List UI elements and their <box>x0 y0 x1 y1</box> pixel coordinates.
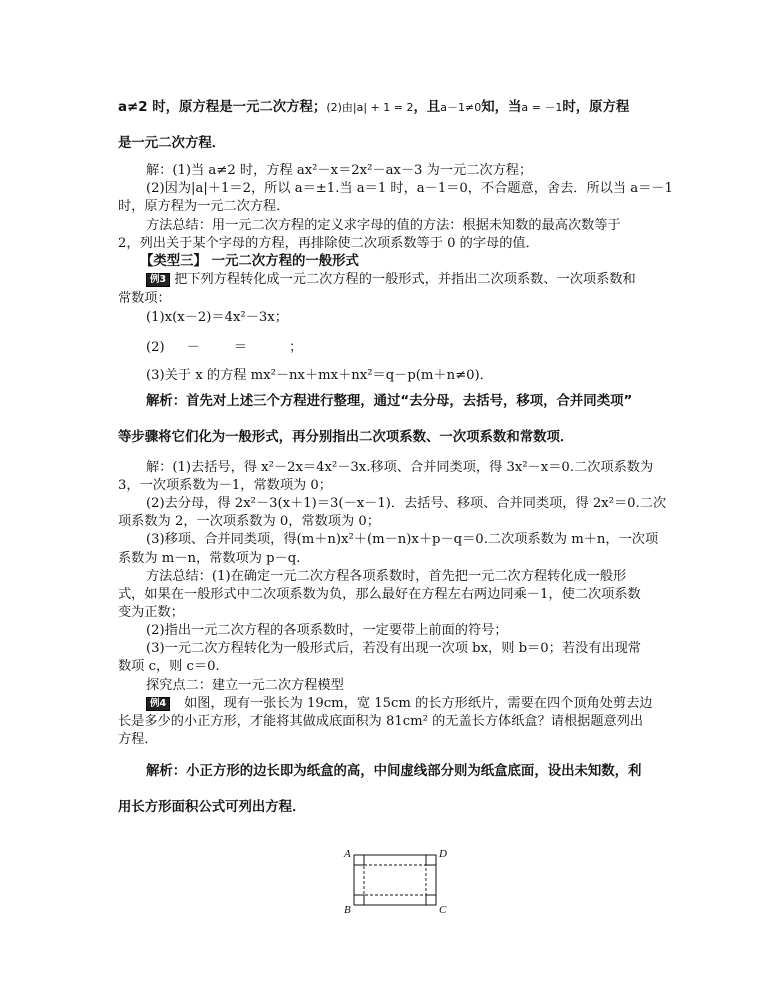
answer-line-1 <box>118 99 629 116</box>
summary3-line-3: 变为正数； <box>118 605 184 620</box>
answer-line-1-h: 时，原方程 <box>562 100 630 115</box>
example3-part-3: (3)关于 x 的方程 mx²－nx＋mx＋nx²＝q－p(m＋n≠0)． <box>146 368 493 383</box>
solution3-line-1: 解：(1)去括号，得 x²－2x＝4x²－3x.移项、合并同类项，得 3x²－x＝0.二次项系数为 <box>146 460 654 475</box>
solution1-line-3: 时，原方程为一元二次方程． <box>118 199 290 214</box>
corner-square-c <box>426 895 436 905</box>
example3-line-2: 常数项： <box>118 291 171 306</box>
answer-line-1-a: a≠2 时，原方程是一元二次方程； <box>118 100 327 115</box>
example3-part-2 <box>146 339 302 356</box>
corner-square-b <box>354 895 364 905</box>
outer-rectangle <box>354 855 436 905</box>
label-c: C <box>439 904 447 916</box>
answer-line-1-d: ，且 <box>413 100 441 115</box>
label-a: A <box>344 848 351 860</box>
example3-part-2-end: ； <box>289 340 303 355</box>
explore-point-2: 探究点二：建立一元二次方程模型 <box>146 678 344 693</box>
example4-text-1: 如图，现有一张长为 19cm，宽 15cm 的长方形纸片，需要在四个顶角处剪去边 <box>184 696 653 711</box>
summary3-line-6: 数项 c，则 c＝0. <box>118 659 220 674</box>
answer-line-1-f: 知，当 <box>481 100 522 115</box>
type3-heading: 【类型三】 一元二次方程的一般形式 <box>140 254 359 269</box>
example3-part-2-equals: ＝ <box>233 340 248 355</box>
example3-part-2-minus: － <box>186 340 200 355</box>
corner-squares <box>354 855 436 905</box>
paper-diagram <box>340 845 450 917</box>
summary3-line-4: (2)指出一元二次方程的各项系数时，一定要带上前面的符号； <box>146 623 508 638</box>
summary3-line-2: 式，如果在一般形式中二次项系数为负，那么最好在方程左右两边同乘－1，使二次项系数 <box>118 587 641 602</box>
example3-tag: 例3 <box>146 273 170 287</box>
answer-line-1-g: a = －1 <box>521 101 563 114</box>
solution1-line-2: (2)因为|a|＋1＝2，所以 a＝±1.当 a＝1 时，a－1＝0，不合题意，舍去．所以当 a＝－1 <box>146 181 673 196</box>
solution3-line-4: 项系数为 2，一次项系数为 0，常数项为 0； <box>118 514 380 529</box>
corner-square-a <box>354 855 364 865</box>
answer-line-1-b: (2)由 <box>326 101 353 114</box>
box-base-dashed <box>364 865 426 895</box>
solution3-line-5: (3)移项、合并同类项，得(m＋n)x²＋(m－n)x＋p－q＝0.二次项系数为 m＋n，一次项 <box>146 532 659 547</box>
analysis3-line-2: 等步骤将它们化为一般形式，再分别指出二次项系数、一次项系数和常数项． <box>118 430 574 445</box>
label-d: D <box>439 848 447 860</box>
summary1-line-1: 方法总结：用一元二次方程的定义求字母的值的方法：根据未知数的最高次数等于 <box>146 218 621 233</box>
example3-part-1: (1)x(x－2)＝4x²－3x； <box>146 310 288 325</box>
summary1-line-2: 2，列出关于某个字母的方程，再排除使二次项系数等于 0 的字母的值． <box>118 236 539 251</box>
example4-line-1 <box>146 695 652 712</box>
summary3-line-5: (3)一元二次方程转化为一般形式后，若没有出现一次项 bx，则 b＝0；若没有出现常 <box>146 641 641 656</box>
solution3-line-6: 系数为 m－n，常数项为 p－q. <box>118 551 301 566</box>
example3-part-2-label: (2) <box>146 340 165 355</box>
example4-line-3: 方程． <box>118 732 158 747</box>
solution3-line-3: (2)去分母，得 2x²－3(x＋1)＝3(－x－1)．去括号、移项、合并同类项，得 2x²＝0.二次 <box>146 496 667 511</box>
example3-line-1 <box>146 271 636 288</box>
answer-line-1-e: a－1≠0 <box>440 101 482 114</box>
summary3-line-1: 方法总结：(1)在确定一元二次方程各项系数时，首先把一元二次方程转化成一般形 <box>146 569 627 584</box>
solution3-line-2: 3，一次项系数为－1，常数项为 0； <box>118 478 332 493</box>
example4-tag: 例4 <box>146 697 170 711</box>
analysis4-line-1: 解析：小正方形的边长即为纸盒的高，中间虚线部分则为纸盒底面，设出未知数，利 <box>146 764 642 779</box>
label-b: B <box>344 904 351 916</box>
answer-line-2: 是一元二次方程． <box>118 136 226 151</box>
corner-square-d <box>426 855 436 865</box>
solution1-line-1: 解：(1)当 a≠2 时，方程 ax²－x＝2x²－ax－3 为一元二次方程； <box>146 163 533 178</box>
example4-line-2: 长是多少的小正方形，才能将其做成底面积为 81cm² 的无盖长方体纸盒？请根据题意列出 <box>118 714 644 729</box>
answer-line-1-c: |a| + 1 = 2 <box>352 101 414 114</box>
analysis3-line-1: 解析：首先对上述三个方程进行整理，通过“去分母，去括号，移项，合并同类项” <box>146 394 633 409</box>
example3-text-1: 把下列方程转化成一元二次方程的一般形式，并指出二次项系数、一次项系数和 <box>174 272 636 287</box>
analysis4-line-2: 用长方形面积公式可列出方程． <box>118 800 306 815</box>
